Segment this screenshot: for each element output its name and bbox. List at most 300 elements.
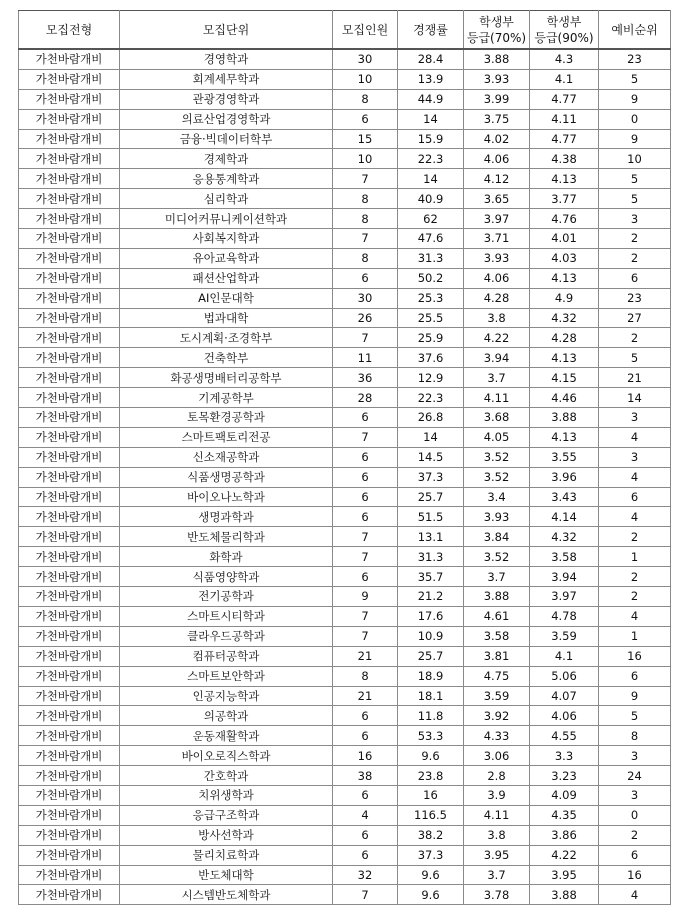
table-row: [19, 706, 671, 726]
ratio-cell: 35.7: [398, 567, 464, 587]
reserve-cell: 2: [599, 587, 671, 607]
unit-cell: 시스템반도체학과: [120, 885, 333, 905]
ratio-cell: 26.8: [398, 408, 464, 428]
count-cell: 6: [333, 109, 398, 129]
grade-70-cell: 3.7: [464, 567, 530, 587]
count-cell: 8: [333, 89, 398, 109]
ratio-cell: 11.8: [398, 706, 464, 726]
type-cell: 가천바람개비: [19, 368, 120, 388]
unit-cell: 간호학과: [120, 766, 333, 786]
grade-70-cell: 3.71: [464, 229, 530, 249]
grade-70-cell: 4.33: [464, 726, 530, 746]
unit-cell: 치위생학과: [120, 785, 333, 805]
grade-90-cell: 4.11: [530, 109, 599, 129]
unit-cell: 인공지능학과: [120, 686, 333, 706]
table-row: [19, 169, 671, 189]
table-body: [19, 49, 671, 905]
ratio-cell: 18.1: [398, 686, 464, 706]
grade-70-cell: 3.88: [464, 49, 530, 69]
unit-cell: 전기공학과: [120, 587, 333, 607]
reserve-cell: 2: [599, 229, 671, 249]
count-cell: 7: [333, 885, 398, 905]
header-grade-90-line1: 학생부: [546, 14, 582, 29]
grade-90-cell: 4.35: [530, 805, 599, 825]
type-cell: 가천바람개비: [19, 388, 120, 408]
unit-cell: 경제학과: [120, 149, 333, 169]
ratio-cell: 9.6: [398, 885, 464, 905]
ratio-cell: 10.9: [398, 626, 464, 646]
table-row: [19, 666, 671, 686]
type-cell: 가천바람개비: [19, 129, 120, 149]
table-row: [19, 348, 671, 368]
grade-70-cell: 4.05: [464, 427, 530, 447]
header-reserve: 예비순위: [599, 11, 671, 50]
grade-90-cell: 4.32: [530, 527, 599, 547]
grade-90-cell: 4.38: [530, 149, 599, 169]
reserve-cell: 6: [599, 487, 671, 507]
reserve-cell: 9: [599, 686, 671, 706]
table-row: [19, 288, 671, 308]
grade-90-cell: 3.94: [530, 567, 599, 587]
type-cell: 가천바람개비: [19, 49, 120, 69]
type-cell: 가천바람개비: [19, 785, 120, 805]
ratio-cell: 16: [398, 785, 464, 805]
grade-70-cell: 3.52: [464, 447, 530, 467]
type-cell: 가천바람개비: [19, 885, 120, 905]
table-row: [19, 527, 671, 547]
header-grade-70: [464, 11, 530, 50]
table-row: [19, 487, 671, 507]
reserve-cell: 2: [599, 825, 671, 845]
grade-70-cell: 3.75: [464, 109, 530, 129]
unit-cell: 스마트팩토리전공: [120, 427, 333, 447]
unit-cell: AI인문대학: [120, 288, 333, 308]
ratio-cell: 12.9: [398, 368, 464, 388]
grade-70-cell: 3.8: [464, 308, 530, 328]
unit-cell: 생명과학과: [120, 507, 333, 527]
count-cell: 7: [333, 606, 398, 626]
type-cell: 가천바람개비: [19, 547, 120, 567]
type-cell: 가천바람개비: [19, 109, 120, 129]
type-cell: 가천바람개비: [19, 189, 120, 209]
count-cell: 6: [333, 408, 398, 428]
reserve-cell: 5: [599, 189, 671, 209]
reserve-cell: 23: [599, 49, 671, 69]
table-row: [19, 885, 671, 905]
table-row: [19, 626, 671, 646]
grade-90-cell: 3.97: [530, 587, 599, 607]
grade-70-cell: 3.97: [464, 209, 530, 229]
ratio-cell: 22.3: [398, 149, 464, 169]
ratio-cell: 51.5: [398, 507, 464, 527]
header-grade-70-line2: 등급(70%): [466, 30, 527, 45]
grade-70-cell: 4.11: [464, 805, 530, 825]
ratio-cell: 14: [398, 109, 464, 129]
unit-cell: 의료산업경영학과: [120, 109, 333, 129]
type-cell: 가천바람개비: [19, 646, 120, 666]
grade-70-cell: 4.12: [464, 169, 530, 189]
count-cell: 8: [333, 248, 398, 268]
unit-cell: 심리학과: [120, 189, 333, 209]
reserve-cell: 3: [599, 746, 671, 766]
grade-70-cell: 3.93: [464, 69, 530, 89]
table-header: [19, 11, 671, 50]
reserve-cell: 2: [599, 328, 671, 348]
ratio-cell: 25.7: [398, 487, 464, 507]
grade-90-cell: 4.32: [530, 308, 599, 328]
grade-90-cell: 4.77: [530, 129, 599, 149]
unit-cell: 사회복지학과: [120, 229, 333, 249]
header-type: 모집전형: [19, 11, 120, 50]
grade-90-cell: 4.55: [530, 726, 599, 746]
type-cell: 가천바람개비: [19, 706, 120, 726]
count-cell: 6: [333, 785, 398, 805]
ratio-cell: 37.6: [398, 348, 464, 368]
count-cell: 10: [333, 149, 398, 169]
grade-70-cell: 4.22: [464, 328, 530, 348]
ratio-cell: 14: [398, 427, 464, 447]
count-cell: 8: [333, 189, 398, 209]
header-row: [19, 11, 671, 50]
reserve-cell: 0: [599, 805, 671, 825]
grade-90-cell: 4.78: [530, 606, 599, 626]
type-cell: 가천바람개비: [19, 865, 120, 885]
unit-cell: 응급구조학과: [120, 805, 333, 825]
reserve-cell: 23: [599, 288, 671, 308]
type-cell: 가천바람개비: [19, 209, 120, 229]
reserve-cell: 3: [599, 785, 671, 805]
ratio-cell: 9.6: [398, 865, 464, 885]
grade-70-cell: 4.61: [464, 606, 530, 626]
unit-cell: 기계공학부: [120, 388, 333, 408]
unit-cell: 회계세무학과: [120, 69, 333, 89]
count-cell: 21: [333, 646, 398, 666]
admission-results-table: [18, 10, 671, 905]
ratio-cell: 25.5: [398, 308, 464, 328]
grade-70-cell: 3.52: [464, 547, 530, 567]
grade-90-cell: 3.58: [530, 547, 599, 567]
ratio-cell: 14.5: [398, 447, 464, 467]
unit-cell: 스마트시티학과: [120, 606, 333, 626]
ratio-cell: 18.9: [398, 666, 464, 686]
table-row: [19, 467, 671, 487]
unit-cell: 바이오로직스학과: [120, 746, 333, 766]
grade-90-cell: 3.96: [530, 467, 599, 487]
grade-70-cell: 3.99: [464, 89, 530, 109]
unit-cell: 미디어커뮤니케이션학과: [120, 209, 333, 229]
grade-90-cell: 4.28: [530, 328, 599, 348]
grade-70-cell: 3.7: [464, 865, 530, 885]
count-cell: 9: [333, 587, 398, 607]
count-cell: 8: [333, 666, 398, 686]
reserve-cell: 0: [599, 109, 671, 129]
reserve-cell: 4: [599, 885, 671, 905]
grade-90-cell: 3.88: [530, 885, 599, 905]
unit-cell: 스마트보안학과: [120, 666, 333, 686]
unit-cell: 운동재활학과: [120, 726, 333, 746]
table-row: [19, 49, 671, 69]
ratio-cell: 40.9: [398, 189, 464, 209]
reserve-cell: 21: [599, 368, 671, 388]
reserve-cell: 2: [599, 567, 671, 587]
reserve-cell: 4: [599, 427, 671, 447]
unit-cell: 반도체물리학과: [120, 527, 333, 547]
ratio-cell: 47.6: [398, 229, 464, 249]
grade-90-cell: 3.23: [530, 766, 599, 786]
unit-cell: 클라우드공학과: [120, 626, 333, 646]
grade-70-cell: 2.8: [464, 766, 530, 786]
type-cell: 가천바람개비: [19, 686, 120, 706]
table-row: [19, 587, 671, 607]
count-cell: 6: [333, 726, 398, 746]
unit-cell: 바이오나노학과: [120, 487, 333, 507]
grade-90-cell: 4.13: [530, 169, 599, 189]
admission-results-table-container: [18, 10, 670, 905]
header-grade-70-line1: 학생부: [479, 14, 514, 29]
grade-90-cell: 3.55: [530, 447, 599, 467]
type-cell: 가천바람개비: [19, 467, 120, 487]
grade-90-cell: 3.59: [530, 626, 599, 646]
table-row: [19, 845, 671, 865]
unit-cell: 건축학부: [120, 348, 333, 368]
unit-cell: 유아교육학과: [120, 248, 333, 268]
unit-cell: 식품영양학과: [120, 567, 333, 587]
count-cell: 8: [333, 209, 398, 229]
grade-90-cell: 4.14: [530, 507, 599, 527]
grade-70-cell: 3.8: [464, 825, 530, 845]
table-row: [19, 248, 671, 268]
ratio-cell: 62: [398, 209, 464, 229]
type-cell: 가천바람개비: [19, 766, 120, 786]
type-cell: 가천바람개비: [19, 169, 120, 189]
ratio-cell: 28.4: [398, 49, 464, 69]
grade-70-cell: 4.02: [464, 129, 530, 149]
table-row: [19, 825, 671, 845]
grade-90-cell: 4.76: [530, 209, 599, 229]
table-row: [19, 606, 671, 626]
reserve-cell: 5: [599, 348, 671, 368]
type-cell: 가천바람개비: [19, 149, 120, 169]
reserve-cell: 2: [599, 527, 671, 547]
count-cell: 6: [333, 845, 398, 865]
grade-70-cell: 3.06: [464, 746, 530, 766]
type-cell: 가천바람개비: [19, 408, 120, 428]
table-row: [19, 69, 671, 89]
ratio-cell: 31.3: [398, 248, 464, 268]
count-cell: 6: [333, 706, 398, 726]
grade-90-cell: 4.13: [530, 348, 599, 368]
type-cell: 가천바람개비: [19, 507, 120, 527]
count-cell: 28: [333, 388, 398, 408]
grade-70-cell: 3.65: [464, 189, 530, 209]
count-cell: 10: [333, 69, 398, 89]
unit-cell: 도시계획·조경학부: [120, 328, 333, 348]
table-row: [19, 368, 671, 388]
grade-90-cell: 4.06: [530, 706, 599, 726]
count-cell: 21: [333, 686, 398, 706]
type-cell: 가천바람개비: [19, 805, 120, 825]
count-cell: 6: [333, 487, 398, 507]
count-cell: 7: [333, 626, 398, 646]
grade-90-cell: 3.43: [530, 487, 599, 507]
header-count: 모집인원: [333, 11, 398, 50]
unit-cell: 화공생명배터리공학부: [120, 368, 333, 388]
type-cell: 가천바람개비: [19, 427, 120, 447]
unit-cell: 토목환경공학과: [120, 408, 333, 428]
ratio-cell: 116.5: [398, 805, 464, 825]
unit-cell: 경영학과: [120, 49, 333, 69]
count-cell: 15: [333, 129, 398, 149]
ratio-cell: 37.3: [398, 845, 464, 865]
type-cell: 가천바람개비: [19, 447, 120, 467]
unit-cell: 의공학과: [120, 706, 333, 726]
ratio-cell: 25.7: [398, 646, 464, 666]
type-cell: 가천바람개비: [19, 89, 120, 109]
type-cell: 가천바람개비: [19, 248, 120, 268]
reserve-cell: 3: [599, 408, 671, 428]
type-cell: 가천바람개비: [19, 229, 120, 249]
type-cell: 가천바람개비: [19, 288, 120, 308]
type-cell: 가천바람개비: [19, 746, 120, 766]
grade-70-cell: 3.78: [464, 885, 530, 905]
ratio-cell: 37.3: [398, 467, 464, 487]
header-unit: 모집단위: [120, 11, 333, 50]
count-cell: 7: [333, 328, 398, 348]
ratio-cell: 21.2: [398, 587, 464, 607]
grade-90-cell: 4.03: [530, 248, 599, 268]
table-row: [19, 785, 671, 805]
type-cell: 가천바람개비: [19, 825, 120, 845]
ratio-cell: 38.2: [398, 825, 464, 845]
table-row: [19, 189, 671, 209]
unit-cell: 신소재공학과: [120, 447, 333, 467]
reserve-cell: 3: [599, 209, 671, 229]
table-row: [19, 109, 671, 129]
reserve-cell: 6: [599, 268, 671, 288]
grade-90-cell: 4.77: [530, 89, 599, 109]
table-row: [19, 209, 671, 229]
table-row: [19, 408, 671, 428]
grade-70-cell: 3.4: [464, 487, 530, 507]
table-row: [19, 427, 671, 447]
unit-cell: 반도체대학: [120, 865, 333, 885]
count-cell: 7: [333, 527, 398, 547]
grade-90-cell: 4.1: [530, 646, 599, 666]
type-cell: 가천바람개비: [19, 487, 120, 507]
table-row: [19, 129, 671, 149]
unit-cell: 화학과: [120, 547, 333, 567]
grade-90-cell: 3.88: [530, 408, 599, 428]
grade-70-cell: 3.88: [464, 587, 530, 607]
reserve-cell: 24: [599, 766, 671, 786]
type-cell: 가천바람개비: [19, 527, 120, 547]
count-cell: 6: [333, 825, 398, 845]
grade-70-cell: 4.06: [464, 268, 530, 288]
grade-70-cell: 3.95: [464, 845, 530, 865]
grade-90-cell: 4.9: [530, 288, 599, 308]
reserve-cell: 9: [599, 89, 671, 109]
grade-70-cell: 4.06: [464, 149, 530, 169]
table-row: [19, 646, 671, 666]
reserve-cell: 5: [599, 69, 671, 89]
table-row: [19, 229, 671, 249]
count-cell: 4: [333, 805, 398, 825]
ratio-cell: 13.9: [398, 69, 464, 89]
unit-cell: 응용통계학과: [120, 169, 333, 189]
unit-cell: 물리치료학과: [120, 845, 333, 865]
type-cell: 가천바람개비: [19, 348, 120, 368]
ratio-cell: 53.3: [398, 726, 464, 746]
grade-70-cell: 4.75: [464, 666, 530, 686]
count-cell: 32: [333, 865, 398, 885]
type-cell: 가천바람개비: [19, 845, 120, 865]
table-row: [19, 89, 671, 109]
grade-70-cell: 3.93: [464, 248, 530, 268]
grade-70-cell: 3.92: [464, 706, 530, 726]
ratio-cell: 9.6: [398, 746, 464, 766]
table-row: [19, 805, 671, 825]
ratio-cell: 50.2: [398, 268, 464, 288]
unit-cell: 패션산업학과: [120, 268, 333, 288]
reserve-cell: 16: [599, 646, 671, 666]
ratio-cell: 14: [398, 169, 464, 189]
header-ratio: 경쟁률: [398, 11, 464, 50]
unit-cell: 컴퓨터공학과: [120, 646, 333, 666]
count-cell: 36: [333, 368, 398, 388]
grade-70-cell: 3.7: [464, 368, 530, 388]
grade-90-cell: 3.77: [530, 189, 599, 209]
unit-cell: 식품생명공학과: [120, 467, 333, 487]
ratio-cell: 15.9: [398, 129, 464, 149]
unit-cell: 금융·빅데이터학부: [120, 129, 333, 149]
table-row: [19, 308, 671, 328]
type-cell: 가천바람개비: [19, 567, 120, 587]
reserve-cell: 6: [599, 845, 671, 865]
grade-90-cell: 3.95: [530, 865, 599, 885]
table-row: [19, 507, 671, 527]
grade-90-cell: 4.46: [530, 388, 599, 408]
table-row: [19, 149, 671, 169]
reserve-cell: 6: [599, 666, 671, 686]
type-cell: 가천바람개비: [19, 726, 120, 746]
count-cell: 7: [333, 547, 398, 567]
count-cell: 6: [333, 268, 398, 288]
ratio-cell: 22.3: [398, 388, 464, 408]
table-row: [19, 328, 671, 348]
grade-90-cell: 4.09: [530, 785, 599, 805]
table-row: [19, 268, 671, 288]
grade-90-cell: 3.86: [530, 825, 599, 845]
reserve-cell: 4: [599, 606, 671, 626]
table-row: [19, 746, 671, 766]
count-cell: 7: [333, 427, 398, 447]
ratio-cell: 44.9: [398, 89, 464, 109]
grade-70-cell: 3.94: [464, 348, 530, 368]
type-cell: 가천바람개비: [19, 328, 120, 348]
type-cell: 가천바람개비: [19, 606, 120, 626]
reserve-cell: 16: [599, 865, 671, 885]
table-row: [19, 686, 671, 706]
count-cell: 7: [333, 229, 398, 249]
reserve-cell: 4: [599, 507, 671, 527]
grade-90-cell: 4.15: [530, 368, 599, 388]
type-cell: 가천바람개비: [19, 626, 120, 646]
ratio-cell: 25.3: [398, 288, 464, 308]
type-cell: 가천바람개비: [19, 308, 120, 328]
grade-70-cell: 3.81: [464, 646, 530, 666]
table-row: [19, 547, 671, 567]
reserve-cell: 8: [599, 726, 671, 746]
